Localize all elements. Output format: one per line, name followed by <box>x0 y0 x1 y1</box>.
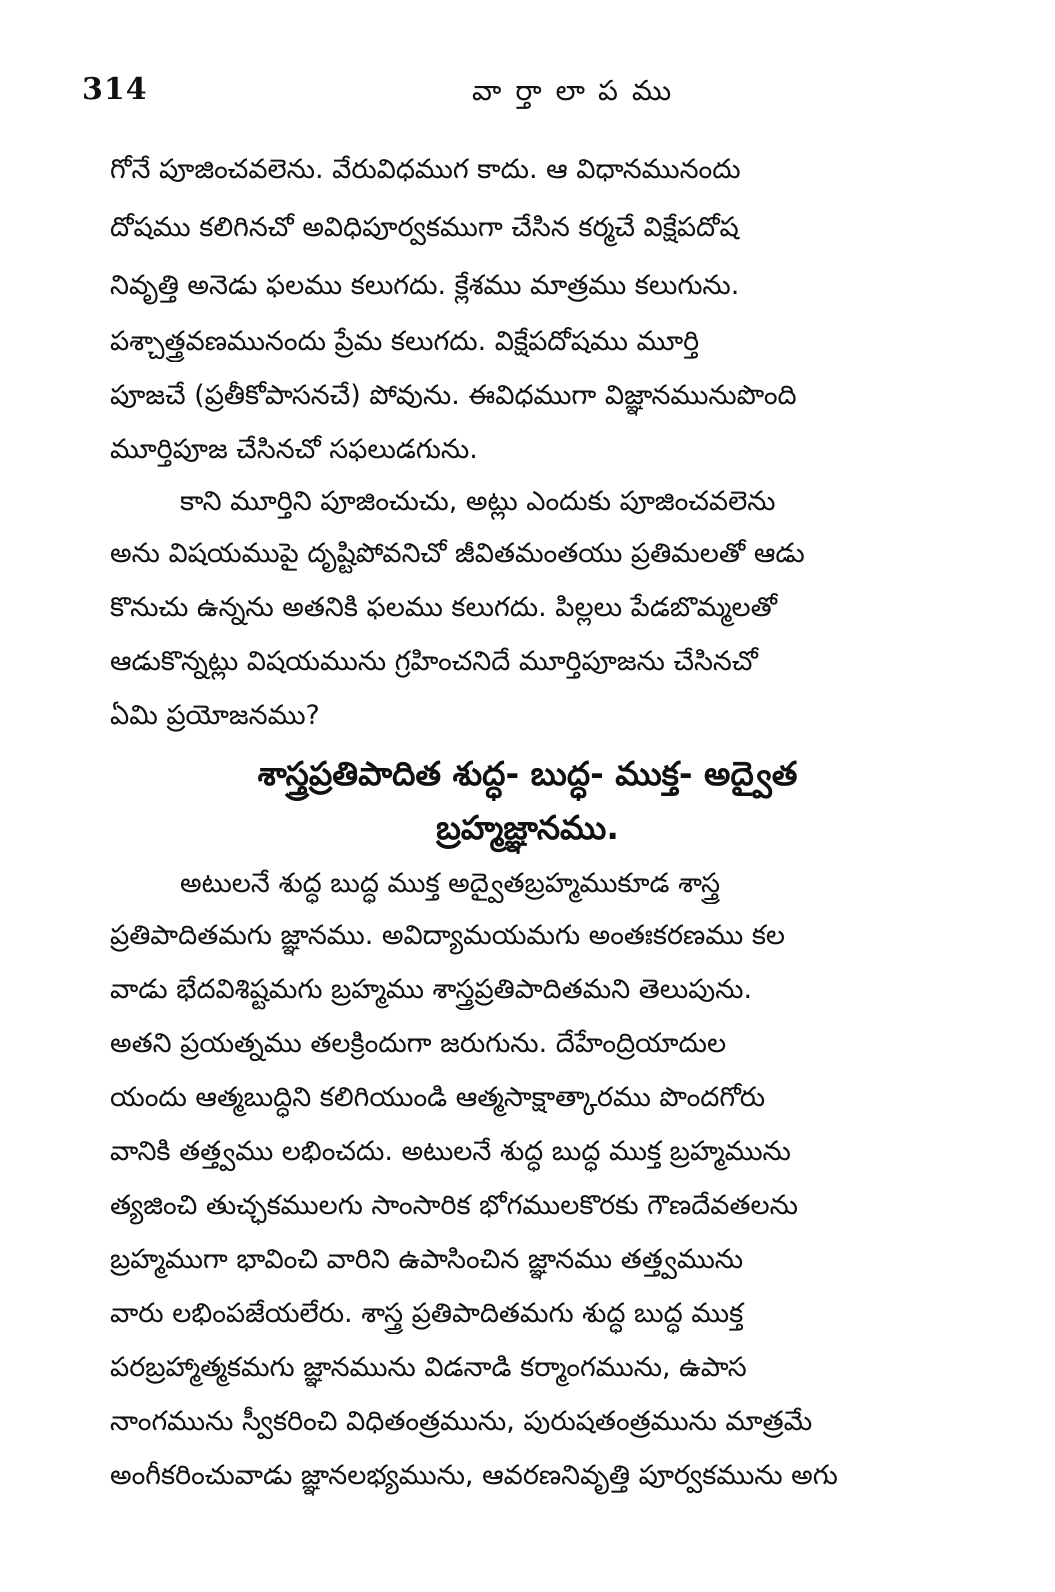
para1-line: నివృత్తి అనెడు ఫలము కలుగదు. క్లేశము మాత్రము కలుగును. <box>110 270 740 301</box>
para3-line: అతని ప్రయత్నము తలక్రిందుగా జరుగును. దేహేంద్రియాదుల <box>110 1028 727 1059</box>
para3-line: యందు ఆత్మబుద్ధిని కలిగియుండి ఆత్మసాక్షాత్కారము పొందగోరు <box>110 1082 766 1113</box>
section-heading-line2: బ్రహ్మజ్ఞానము. <box>436 808 619 847</box>
para2-line: అను విషయముపై దృష్టిపోవనిచో జీవితమంతయు ప్రతిమలతో ఆడు <box>110 538 805 569</box>
para2-line: కొనుచు ఉన్నను అతనికి ఫలము కలుగదు. పిల్లలు పేడబొమ్మలతో <box>110 592 778 623</box>
para2-line: ఆడుకొన్నట్లు విషయమును గ్రహించనిదే మూర్తిపూజను చేసినచో <box>110 646 758 677</box>
para1-line: పూజచే (ప్రతీకోపాసనచే) పోవును. ఈవిధముగా విజ్ఞానమునుపొంది <box>110 380 797 411</box>
running-title: వార్తాలాపము <box>472 74 686 107</box>
para3-line: వారు లభింపజేయలేరు. శాస్త్ర ప్రతిపాదితమగు శుద్ధ బుద్ధ ముక్త <box>110 1298 744 1329</box>
para1-line: మూర్తిపూజ చేసినచో సఫలుడగును. <box>110 434 478 465</box>
para3-line: వానికి తత్త్వము లభించదు. అటులనే శుద్ధ బుద్ధ ముక్త బ్రహ్మమును <box>110 1136 791 1167</box>
para1-line: పశ్చాత్త్రవణమునందు ప్రేమ కలుగదు. విక్షేపదోషము మూర్తి <box>110 326 700 357</box>
section-heading-line1: శాస్త్రప్రతిపాదిత శుద్ధ- బుద్ధ- ముక్త- అద్వైత <box>257 754 798 793</box>
para3-line: అంగీకరించువాడు జ్ఞానలభ్యమును, ఆవరణనివృత్తి పూర్వకమును అగు <box>110 1460 838 1491</box>
para1-line: గోనే పూజించవలెను. వేరువిధముగ కాదు. ఆ విధానమునందు <box>110 154 741 185</box>
para3-line: త్యజించి తుచ్ఛకములగు సాంసారిక భోగములకొరకు గౌణదేవతలను <box>110 1190 798 1221</box>
para3-line: నాంగమును స్వీకరించి విధితంత్రమును, పురుషతంత్రమును మాత్రమే <box>110 1406 813 1437</box>
para3-line: ప్రతిపాదితమగు జ్ఞానము. అవిద్యామయమగు అంతఃకరణము కల <box>110 920 786 951</box>
page-header <box>82 72 942 112</box>
para3-line: వాడు భేదవిశిష్టమగు బ్రహ్మము శాస్త్రప్రతిపాదితమని తెలుపును. <box>110 974 753 1005</box>
para1-line: దోషము కలిగినచో అవిధిపూర్వకముగా చేసిన కర్మచే విక్షేపదోష <box>110 212 739 243</box>
para3-line: బ్రహ్మముగా భావించి వారిని ఉపాసించిన జ్ఞానము తత్త్వమును <box>110 1244 744 1275</box>
para3-line: అటులనే శుద్ధ బుద్ధ ముక్త అద్వైతబ్రహ్మముకూడ శాస్త్ర <box>180 868 721 899</box>
para2-line: కాని మూర్తిని పూజించుచు, అట్లు ఎందుకు పూజించవలెను <box>180 486 776 517</box>
page-number: 314 <box>82 72 148 107</box>
para2-line: ఏమి ప్రయోజనము? <box>110 700 320 731</box>
para3-line: పరబ్రహ్మాత్మకమగు జ్ఞానమును విడనాడి కర్మాంగమును, ఉపాస <box>110 1352 747 1383</box>
